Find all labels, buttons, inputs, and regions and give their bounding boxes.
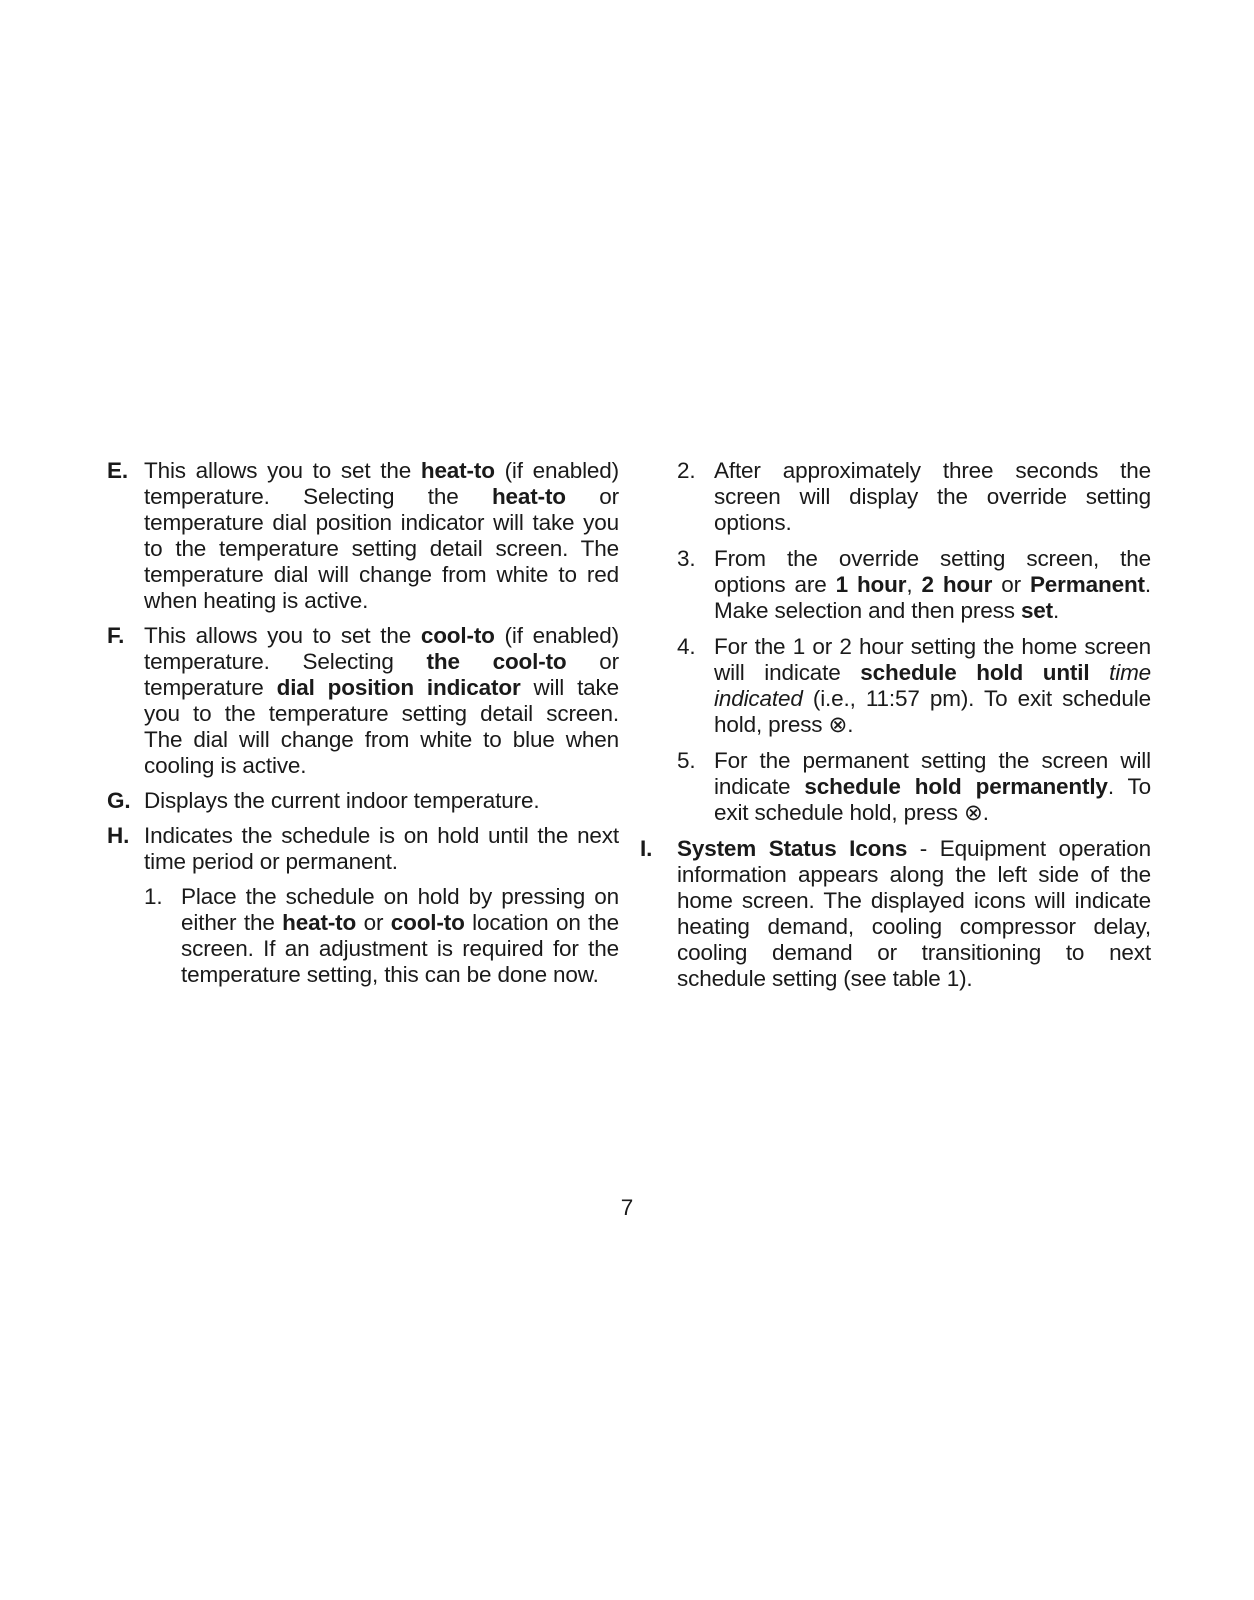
step-text: or [356,910,391,935]
item-letter: G. [107,788,131,813]
bold-term: set [1020,598,1054,623]
bold-term: heat-to [420,458,495,483]
step-text [1089,660,1109,685]
bold-term: schedule hold until [860,660,1090,685]
step-text: (i.e., 11:57 pm). To exit schedule hold, press ⊗. [714,686,1151,737]
item-letter: F. [107,623,125,648]
item-i [640,836,1151,992]
item-g [107,788,619,814]
step-3 [677,546,1151,624]
step-text: For the 1 or 2 hour setting the home screen will indicate [714,634,1151,685]
bold-term: 1 hour [835,572,907,597]
bold-term: heat-to [282,910,357,935]
item-text: Indicates the schedule is on hold until the next time period or permanent. [144,823,619,874]
step-number: 2. [677,458,696,483]
bold-term: the cool-to [426,649,567,674]
bold-term: System Status Icons [677,836,908,861]
step-number: 4. [677,634,696,659]
bold-term: heat-to [491,484,566,509]
bold-term: dial position indicator [276,675,521,700]
step-text: After approximately three seconds the screen will display the override setting options. [714,458,1151,535]
bold-term: cool-to [420,623,495,648]
item-text: This allows you to set the [144,623,421,648]
step-number: 3. [677,546,696,571]
bold-term: 2 hour [921,572,993,597]
item-text: Displays the current indoor temperature. [144,788,540,813]
right-column [640,458,1151,1001]
step-number: 1. [144,884,163,909]
left-column [107,458,619,998]
italic-term: time indicated [714,660,1152,711]
step-text: or [992,572,1030,597]
item-e [107,458,619,614]
step-text: location on the screen. If an adjustment is required for the temperature setting, this can be done now. [181,910,619,987]
step-text: , [906,572,922,597]
item-letter: I. [640,836,653,861]
item-letter: E. [107,458,128,483]
item-h [107,823,619,988]
step-text: For the permanent setting the screen will indicate [714,748,1151,799]
item-f [107,623,619,779]
step-text: . Make selection and then press [714,572,1152,623]
step-2 [677,458,1151,536]
step-4 [677,634,1151,738]
item-text: or temperature [144,649,619,700]
step-number: 5. [677,748,696,773]
item-text: or temperature dial position indicator will take you to the temperature setting detail screen. The temperature dial will change from white to red when heating is active. [144,484,619,613]
step-text: From the override setting screen, the options are [714,546,1151,597]
step-text: . [1053,598,1060,623]
step-text: . To exit schedule hold, press ⊗. [714,774,1151,825]
bold-term: cool-to [390,910,465,935]
bold-term: schedule hold permanently [804,774,1108,799]
bold-term: Permanent [1029,572,1145,597]
page-number: 7 [620,1195,634,1220]
step-text: Place the schedule on hold by pressing on either the [181,884,619,935]
item-text: (if enabled) temperature. Selecting [144,623,619,674]
item-text: - Equipment operation information appears along the left side of the home screen. The displayed icons will indicate heating demand, cooling compressor delay, cooling demand or transitioning to next schedule setting (see table 1). [677,836,1151,991]
step-1 [144,884,619,988]
item-text: (if enabled) temperature. Selecting the [144,458,620,509]
step-5 [677,748,1151,826]
item-letter: H. [107,823,130,848]
item-text: will take you to the temperature setting detail screen. The dial will change from white to blue when cooling is active. [144,675,619,778]
item-text: This allows you to set the [144,458,421,483]
